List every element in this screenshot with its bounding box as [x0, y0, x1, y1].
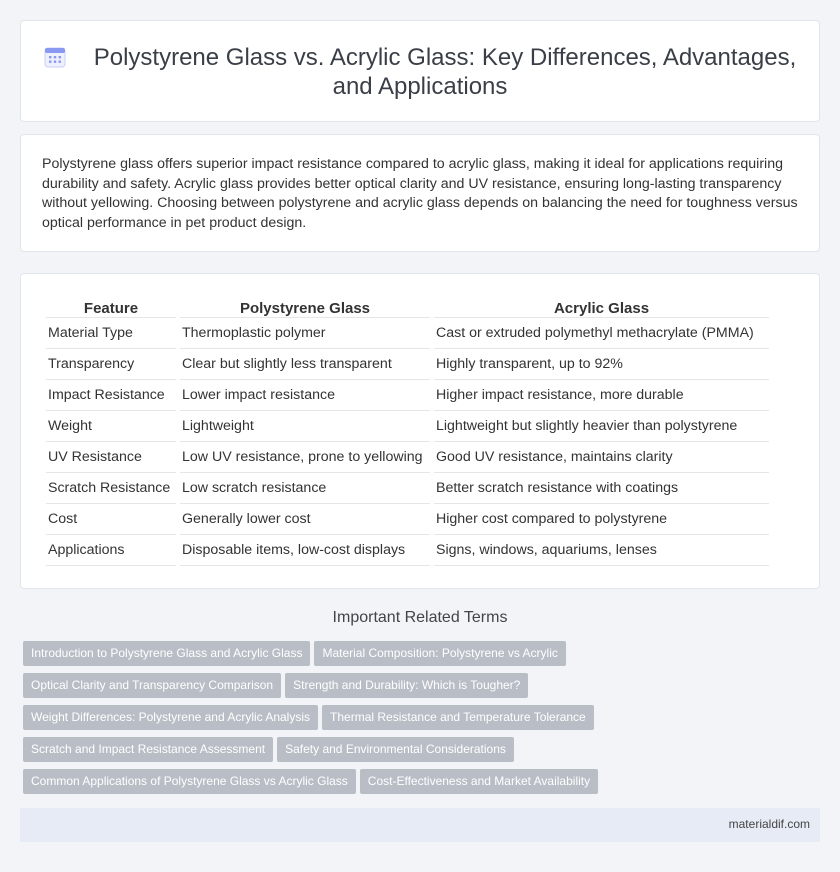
feature-cell: Impact Resistance — [46, 380, 176, 411]
tag-row — [23, 737, 623, 769]
related-term-tag[interactable]: Cost-Effectiveness and Market Availability — [360, 769, 598, 794]
table-header-row — [46, 296, 769, 318]
table-row — [46, 411, 769, 442]
footer-site-name: materialdif.com — [728, 817, 810, 831]
header-feature: Feature — [46, 296, 176, 318]
related-term-tag[interactable]: Introduction to Polystyrene Glass and Acrylic Glass — [23, 641, 310, 666]
table-row — [46, 473, 769, 504]
table-row — [46, 535, 769, 566]
comparison-card — [20, 273, 820, 589]
feature-cell: Transparency — [46, 349, 176, 380]
tag-row — [23, 641, 623, 673]
acrylic-cell: Better scratch resistance with coatings — [434, 473, 769, 504]
acrylic-cell: Higher cost compared to polystyrene — [434, 504, 769, 535]
table-row — [46, 442, 769, 473]
feature-cell: UV Resistance — [46, 442, 176, 473]
title-card — [20, 20, 820, 122]
polystyrene-cell: Lightweight — [180, 411, 430, 442]
polystyrene-cell: Clear but slightly less transparent — [180, 349, 430, 380]
feature-cell: Material Type — [46, 318, 176, 349]
header-acrylic: Acrylic Glass — [434, 296, 769, 318]
related-term-tag[interactable]: Scratch and Impact Resistance Assessment — [23, 737, 273, 762]
table-row — [46, 349, 769, 380]
related-term-tag[interactable]: Weight Differences: Polystyrene and Acrylic Analysis — [23, 705, 318, 730]
polystyrene-cell: Generally lower cost — [180, 504, 430, 535]
footer — [20, 808, 820, 842]
polystyrene-cell: Disposable items, low-cost displays — [180, 535, 430, 566]
header-polystyrene: Polystyrene Glass — [180, 296, 430, 318]
calendar-grid-icon — [44, 46, 66, 68]
comparison-table — [42, 296, 773, 566]
related-terms-heading: Important Related Terms — [332, 609, 508, 626]
related-term-tag[interactable]: Thermal Resistance and Temperature Tolerance — [322, 705, 594, 730]
acrylic-cell: Higher impact resistance, more durable — [434, 380, 769, 411]
tag-row — [23, 769, 623, 801]
tag-row — [23, 705, 623, 737]
tag-row — [23, 673, 623, 705]
feature-cell: Scratch Resistance — [46, 473, 176, 504]
related-term-tag[interactable]: Common Applications of Polystyrene Glass vs Acrylic Glass — [23, 769, 356, 794]
feature-cell: Cost — [46, 504, 176, 535]
acrylic-cell: Good UV resistance, maintains clarity — [434, 442, 769, 473]
feature-cell: Weight — [46, 411, 176, 442]
polystyrene-cell: Lower impact resistance — [180, 380, 430, 411]
related-term-tag[interactable]: Optical Clarity and Transparency Comparison — [23, 673, 281, 698]
page-title-wrap — [21, 43, 819, 101]
acrylic-cell: Signs, windows, aquariums, lenses — [434, 535, 769, 566]
polystyrene-cell: Low scratch resistance — [180, 473, 430, 504]
related-term-tag[interactable]: Safety and Environmental Considerations — [277, 737, 514, 762]
related-term-tag[interactable]: Strength and Durability: Which is Tougher? — [285, 673, 528, 698]
acrylic-cell: Highly transparent, up to 92% — [434, 349, 769, 380]
table-row — [46, 380, 769, 411]
related-term-tag[interactable]: Material Composition: Polystyrene vs Acrylic — [314, 641, 565, 666]
page-title: Polystyrene Glass vs. Acrylic Glass: Key Differences, Advantages, and Applications — [93, 44, 797, 100]
acrylic-cell: Lightweight but slightly heavier than polystyrene — [434, 411, 769, 442]
table-row — [46, 318, 769, 349]
polystyrene-cell: Thermoplastic polymer — [180, 318, 430, 349]
acrylic-cell: Cast or extruded polymethyl methacrylate (PMMA) — [434, 318, 769, 349]
intro-card — [20, 134, 820, 252]
polystyrene-cell: Low UV resistance, prone to yellowing — [180, 442, 430, 473]
table-row — [46, 504, 769, 535]
related-terms-list — [23, 641, 623, 801]
feature-cell: Applications — [46, 535, 176, 566]
intro-paragraph: Polystyrene glass offers superior impact resistance compared to acrylic glass, making it ideal for applications requiring durability and safety. Acrylic glass provides better optical clarity and UV resistance, ensuring long-lasting transparency without yellowing. Choosing between polystyrene and acrylic glass depends on balancing the need for toughness versus optical performance in pet product design. — [42, 156, 798, 231]
